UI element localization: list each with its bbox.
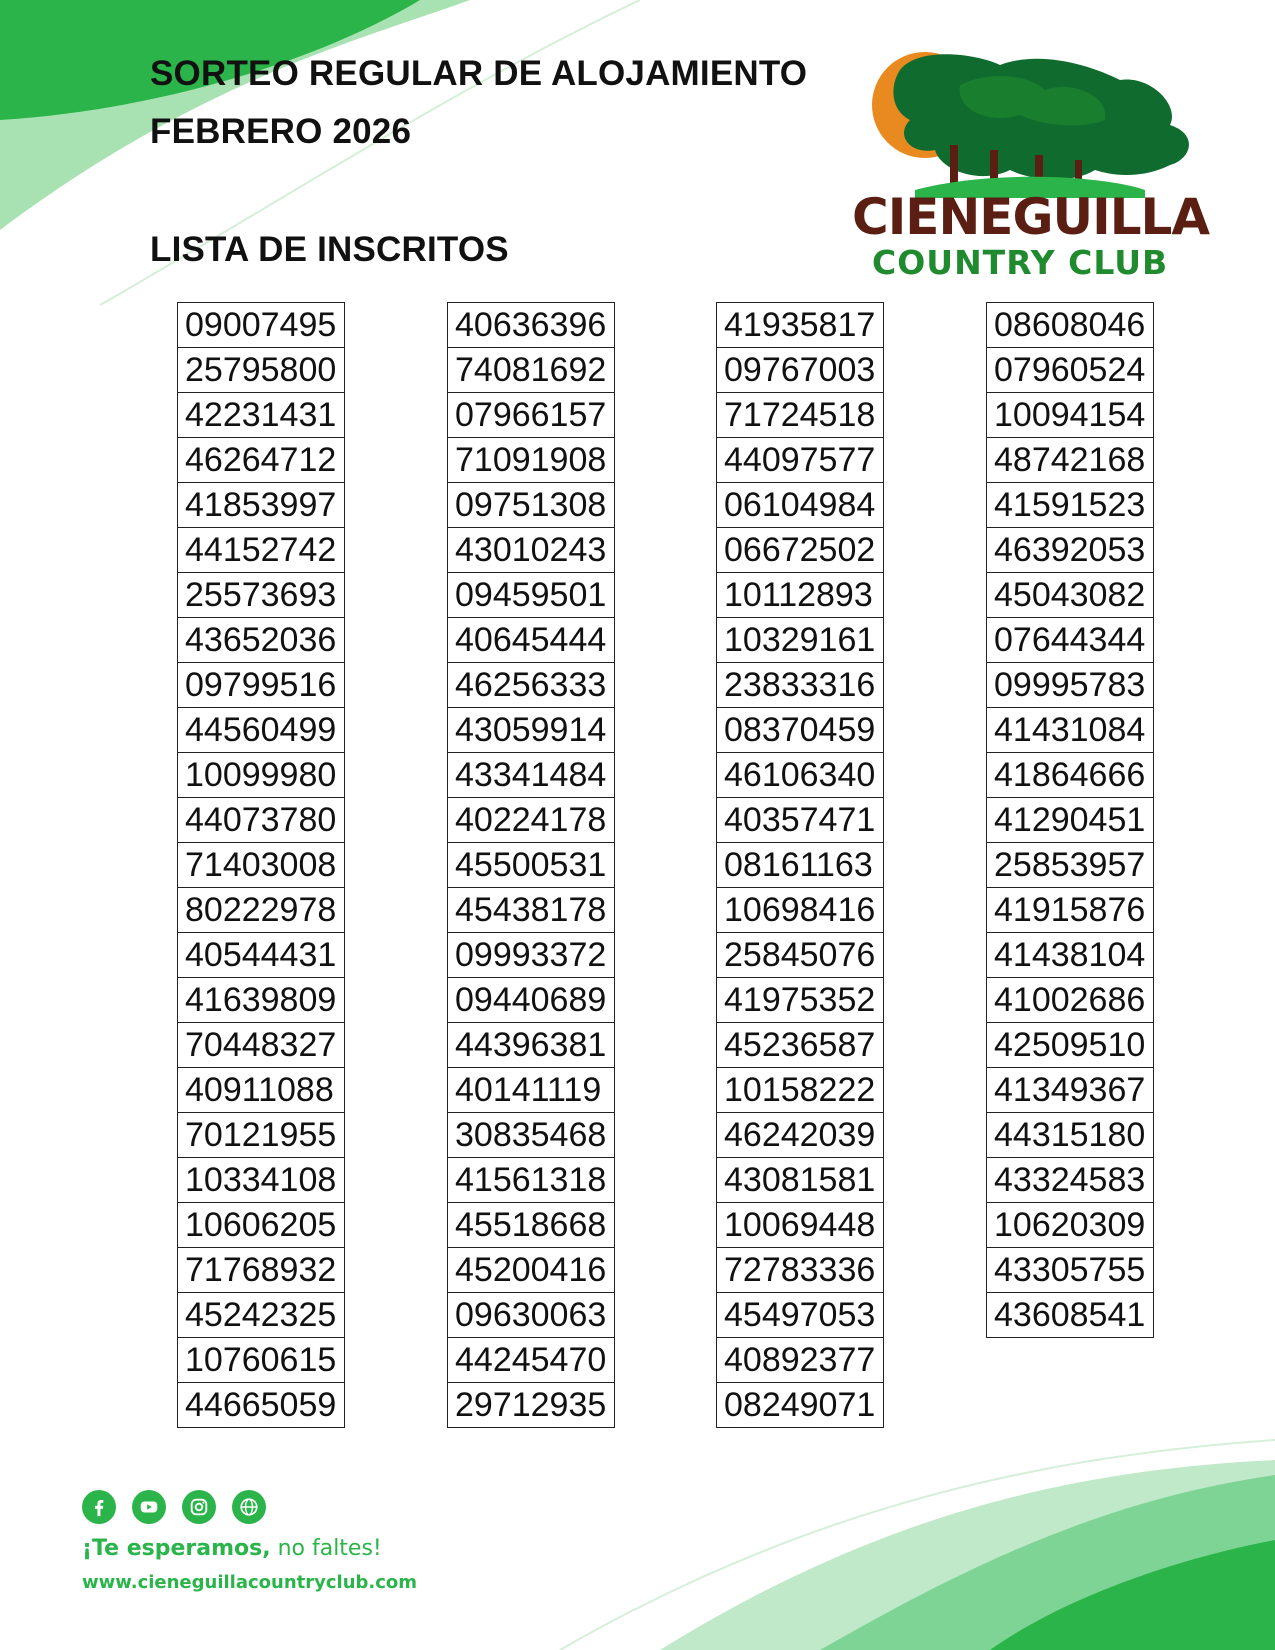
table-row [448, 438, 615, 483]
table-row [448, 1203, 615, 1248]
registrant-id: 10606205 [178, 1203, 345, 1248]
table-row [717, 1158, 884, 1203]
table-row [178, 798, 345, 843]
registrant-id: 43059914 [448, 708, 615, 753]
table-row [178, 1338, 345, 1383]
table-row [987, 483, 1154, 528]
registrant-id: 43608541 [987, 1293, 1154, 1338]
registrant-id: 09993372 [448, 933, 615, 978]
logo-wordmark: CIENEGUILLA [852, 188, 1210, 246]
youtube-icon[interactable] [132, 1490, 166, 1524]
registrant-id: 07644344 [987, 618, 1154, 663]
table-row [987, 618, 1154, 663]
registrants-column-2 [447, 302, 615, 1428]
table-row [178, 888, 345, 933]
table-row [717, 1383, 884, 1428]
registrant-id: 08608046 [987, 303, 1154, 348]
table-row [987, 573, 1154, 618]
registrant-id: 10760615 [178, 1338, 345, 1383]
table-row [717, 978, 884, 1023]
registrant-id: 44315180 [987, 1113, 1154, 1158]
registrant-id: 71091908 [448, 438, 615, 483]
registrant-id: 29712935 [448, 1383, 615, 1428]
social-links [82, 1490, 266, 1524]
registrant-id: 30835468 [448, 1113, 615, 1158]
table-row [987, 303, 1154, 348]
table-row [717, 303, 884, 348]
table-row [987, 843, 1154, 888]
tagline-rest: no faltes! [270, 1536, 382, 1561]
table-row [717, 1203, 884, 1248]
registrant-id: 10698416 [717, 888, 884, 933]
table-row [178, 528, 345, 573]
table-row [178, 303, 345, 348]
registrant-id: 40224178 [448, 798, 615, 843]
table-row [178, 1293, 345, 1338]
table-row [987, 1068, 1154, 1113]
table-row [717, 1068, 884, 1113]
table-row [448, 528, 615, 573]
table-row [448, 348, 615, 393]
registrant-id: 45518668 [448, 1203, 615, 1248]
table-row [987, 1113, 1154, 1158]
table-row [448, 933, 615, 978]
registrant-id: 43652036 [178, 618, 345, 663]
table-row [448, 708, 615, 753]
table-row [717, 708, 884, 753]
registrant-id: 08249071 [717, 1383, 884, 1428]
table-row [448, 753, 615, 798]
registrant-id: 41438104 [987, 933, 1154, 978]
registrants-column-3 [716, 302, 884, 1428]
table-row [448, 888, 615, 933]
table-row [448, 1293, 615, 1338]
registrants-column-4 [986, 302, 1154, 1338]
registrant-id: 09630063 [448, 1293, 615, 1338]
registrant-id: 09799516 [178, 663, 345, 708]
table-row [987, 1203, 1154, 1248]
registrant-id: 43305755 [987, 1248, 1154, 1293]
registrant-id: 71403008 [178, 843, 345, 888]
registrant-id: 41349367 [987, 1068, 1154, 1113]
instagram-icon[interactable] [182, 1490, 216, 1524]
table-row [987, 753, 1154, 798]
registrant-id: 45438178 [448, 888, 615, 933]
table-row [717, 483, 884, 528]
registrant-id: 10099980 [178, 753, 345, 798]
page-title-line2: FEBRERO 2026 [150, 112, 412, 151]
registrant-id: 45236587 [717, 1023, 884, 1068]
registrant-id: 09440689 [448, 978, 615, 1023]
table-row [178, 1113, 345, 1158]
table-row [987, 1023, 1154, 1068]
registrant-id: 41935817 [717, 303, 884, 348]
table-row [448, 978, 615, 1023]
registrant-id: 09007495 [178, 303, 345, 348]
registrant-id: 71724518 [717, 393, 884, 438]
table-row [717, 438, 884, 483]
table-row [178, 618, 345, 663]
tagline-bold: ¡Te esperamos, [82, 1536, 271, 1561]
table-row [448, 843, 615, 888]
registrant-id: 08161163 [717, 843, 884, 888]
table-row [448, 303, 615, 348]
table-row [448, 1023, 615, 1068]
table-row [178, 483, 345, 528]
table-row [178, 1203, 345, 1248]
table-row [717, 393, 884, 438]
table-row [178, 843, 345, 888]
registrant-id: 41290451 [987, 798, 1154, 843]
registrant-id: 10334108 [178, 1158, 345, 1203]
registrant-id: 44665059 [178, 1383, 345, 1428]
table-row [987, 708, 1154, 753]
registrant-id: 44560499 [178, 708, 345, 753]
page-title-line1: SORTEO REGULAR DE ALOJAMIENTO [150, 54, 808, 93]
table-row [717, 933, 884, 978]
table-row [717, 1023, 884, 1068]
table-row [178, 978, 345, 1023]
registrant-id: 10158222 [717, 1068, 884, 1113]
table-row [178, 753, 345, 798]
registrant-id: 70448327 [178, 1023, 345, 1068]
registrant-id: 41561318 [448, 1158, 615, 1203]
table-row [987, 393, 1154, 438]
table-row [178, 1158, 345, 1203]
table-row [448, 483, 615, 528]
registrant-id: 41431084 [987, 708, 1154, 753]
registrant-id: 45500531 [448, 843, 615, 888]
globe-icon[interactable] [232, 1490, 266, 1524]
registrant-id: 09751308 [448, 483, 615, 528]
registrant-id: 71768932 [178, 1248, 345, 1293]
registrant-id: 45242325 [178, 1293, 345, 1338]
registrant-id: 06672502 [717, 528, 884, 573]
table-row [717, 663, 884, 708]
registrant-id: 42231431 [178, 393, 345, 438]
registrant-id: 46256333 [448, 663, 615, 708]
facebook-icon[interactable] [82, 1490, 116, 1524]
table-row [448, 663, 615, 708]
registrant-id: 42509510 [987, 1023, 1154, 1068]
table-row [987, 1158, 1154, 1203]
table-row [987, 528, 1154, 573]
registrant-id: 10620309 [987, 1203, 1154, 1248]
registrant-id: 40636396 [448, 303, 615, 348]
registrant-id: 40141119 [448, 1068, 615, 1113]
registrant-id: 41975352 [717, 978, 884, 1023]
table-row [717, 1113, 884, 1158]
table-row [448, 1338, 615, 1383]
registrant-id: 07960524 [987, 348, 1154, 393]
registrant-id: 25845076 [717, 933, 884, 978]
registrant-id: 44396381 [448, 1023, 615, 1068]
table-row [178, 708, 345, 753]
registrant-id: 45200416 [448, 1248, 615, 1293]
registrant-id: 48742168 [987, 438, 1154, 483]
table-row [178, 1068, 345, 1113]
registrant-id: 46264712 [178, 438, 345, 483]
table-row [448, 1248, 615, 1293]
registrant-id: 23833316 [717, 663, 884, 708]
registrant-id: 40357471 [717, 798, 884, 843]
logo-subwordmark: COUNTRY CLUB [872, 243, 1169, 282]
table-row [717, 348, 884, 393]
registrant-id: 46106340 [717, 753, 884, 798]
registrant-id: 43081581 [717, 1158, 884, 1203]
registrant-id: 09995783 [987, 663, 1154, 708]
table-row [178, 438, 345, 483]
registrant-id: 41591523 [987, 483, 1154, 528]
table-row [987, 978, 1154, 1023]
table-row [448, 798, 615, 843]
registrant-id: 43341484 [448, 753, 615, 798]
table-row [717, 528, 884, 573]
table-row [987, 1293, 1154, 1338]
registrant-id: 70121955 [178, 1113, 345, 1158]
table-row [448, 573, 615, 618]
registrant-id: 40911088 [178, 1068, 345, 1113]
registrant-id: 44245470 [448, 1338, 615, 1383]
table-row [717, 573, 884, 618]
registrant-id: 46242039 [717, 1113, 884, 1158]
registrant-id: 41002686 [987, 978, 1154, 1023]
table-row [987, 888, 1154, 933]
registrant-id: 40892377 [717, 1338, 884, 1383]
table-row [987, 438, 1154, 483]
table-row [717, 798, 884, 843]
table-row [717, 843, 884, 888]
registrants-column-1 [177, 302, 345, 1428]
table-row [448, 393, 615, 438]
registrant-id: 25853957 [987, 843, 1154, 888]
table-row [448, 1113, 615, 1158]
registrant-id: 41915876 [987, 888, 1154, 933]
table-row [448, 1383, 615, 1428]
registrant-id: 45497053 [717, 1293, 884, 1338]
table-row [178, 1248, 345, 1293]
registrant-id: 41639809 [178, 978, 345, 1023]
registrant-id: 08370459 [717, 708, 884, 753]
registrant-id: 40544431 [178, 933, 345, 978]
table-row [448, 618, 615, 663]
registrant-id: 44073780 [178, 798, 345, 843]
registrant-id: 46392053 [987, 528, 1154, 573]
table-row [717, 1248, 884, 1293]
registrant-id: 74081692 [448, 348, 615, 393]
table-row [717, 618, 884, 663]
registrant-id: 45043082 [987, 573, 1154, 618]
registrant-id: 09767003 [717, 348, 884, 393]
registrant-id: 41864666 [987, 753, 1154, 798]
table-row [987, 1248, 1154, 1293]
table-row [178, 663, 345, 708]
table-row [178, 933, 345, 978]
table-row [448, 1068, 615, 1113]
table-row [178, 348, 345, 393]
table-row [178, 393, 345, 438]
table-row [987, 798, 1154, 843]
table-row [448, 1158, 615, 1203]
table-row [987, 348, 1154, 393]
table-row [717, 888, 884, 933]
registrant-id: 06104984 [717, 483, 884, 528]
registrant-id: 41853997 [178, 483, 345, 528]
registrant-id: 25795800 [178, 348, 345, 393]
registrant-id: 80222978 [178, 888, 345, 933]
list-title: LISTA DE INSCRITOS [150, 230, 509, 269]
registrant-id: 10094154 [987, 393, 1154, 438]
registrant-id: 10069448 [717, 1203, 884, 1248]
registrant-id: 44152742 [178, 528, 345, 573]
table-row [178, 573, 345, 618]
registrant-id: 07966157 [448, 393, 615, 438]
registrant-id: 10112893 [717, 573, 884, 618]
table-row [178, 1023, 345, 1068]
registrant-id: 44097577 [717, 438, 884, 483]
registrant-id: 40645444 [448, 618, 615, 663]
table-row [717, 1338, 884, 1383]
footer-tagline [82, 1536, 382, 1561]
table-row [717, 1293, 884, 1338]
registrant-id: 25573693 [178, 573, 345, 618]
table-row [178, 1383, 345, 1428]
table-row [987, 663, 1154, 708]
table-row [987, 933, 1154, 978]
registrant-id: 72783336 [717, 1248, 884, 1293]
registrant-id: 43324583 [987, 1158, 1154, 1203]
table-row [717, 753, 884, 798]
registrant-id: 09459501 [448, 573, 615, 618]
registrant-id: 43010243 [448, 528, 615, 573]
website-link[interactable]: www.cieneguillacountryclub.com [82, 1572, 418, 1593]
registrant-id: 10329161 [717, 618, 884, 663]
